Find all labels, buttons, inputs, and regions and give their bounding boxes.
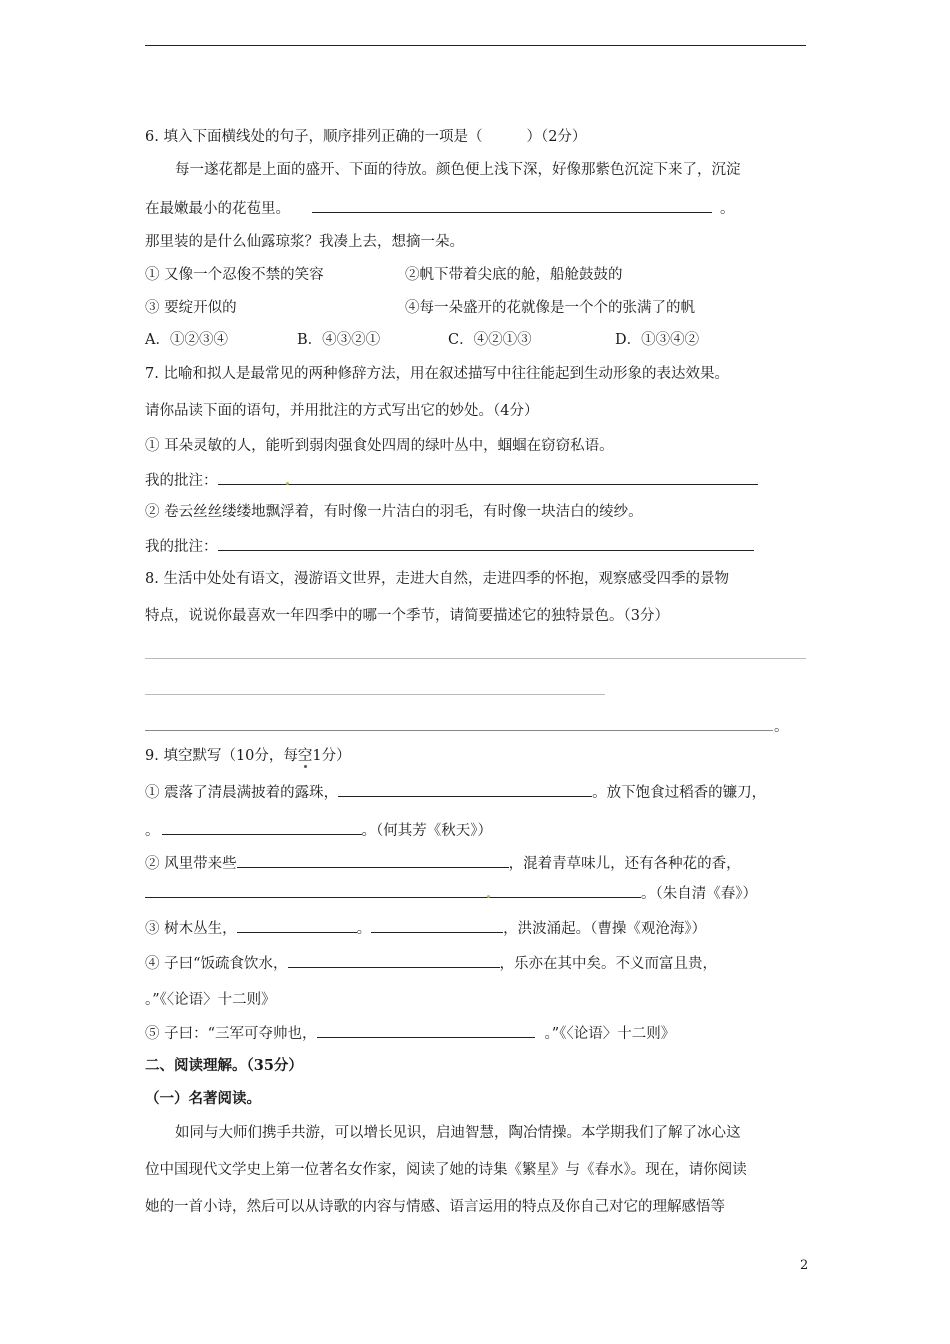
q6-para2: 在最嫩最小的花苞里。 。 xyxy=(145,198,735,219)
q8-stem-2: 特点，说说你最喜欢一年四季中的哪一个季节，请简要描述它的独特景色。（3分） xyxy=(145,608,669,624)
q8-end-mark: 。 xyxy=(774,719,789,735)
section-2-title: 二、阅读理解。（35分） xyxy=(145,1057,303,1074)
q6-para1: 每一遂花都是上面的盛开、下面的待放。颜色便上浅下深，好像那紫色沉淀下来了，沉淀 xyxy=(175,162,741,178)
q8-answer-line-3[interactable] xyxy=(145,730,773,731)
q7-note-2: 我的批注： xyxy=(145,536,754,557)
q6-para3: 那里装的是什么仙露琼浆？我凑上去，想摘一朵。 xyxy=(145,234,464,250)
emphasis-dot xyxy=(304,765,307,768)
q6-option-1: ① 又像一个忍俊不禁的笑容 xyxy=(145,267,324,283)
q9-blank-4[interactable] xyxy=(145,883,641,898)
q7-note-1-blank[interactable] xyxy=(218,470,758,485)
section-2-subtitle: （一）名著阅读。 xyxy=(145,1090,261,1107)
q6-choice-c[interactable]: C．④②①③ xyxy=(448,332,532,348)
q7-note-2-blank[interactable] xyxy=(218,536,754,551)
q9-blank-6[interactable] xyxy=(371,918,503,933)
q9-line-7: 。”《〈论语〉十二则》 xyxy=(145,992,276,1008)
q7-note-1: 我的批注： xyxy=(145,470,758,491)
q6-option-2: ②帆下带着尖底的舱，船舱鼓鼓的 xyxy=(405,267,623,283)
q9-blank-7[interactable] xyxy=(288,953,500,968)
page-number: 2 xyxy=(800,1258,809,1273)
section-2-para-1: 如同与大师们携手共游，可以增长见识，启迪智慧，陶冶情操。本学期我们了解了冰心这 xyxy=(175,1125,741,1141)
q9-stem: 9. 填空默写（10分，每空1分） xyxy=(145,748,351,764)
q9-blank-1[interactable] xyxy=(338,782,592,797)
q9-blank-3[interactable] xyxy=(237,853,509,868)
q9-blank-2[interactable] xyxy=(162,820,362,835)
q6-option-3: ③ 要绽开似的 xyxy=(145,300,237,316)
q9-line-3: ② 风里带来些 ，混着青草味儿，还有各种花的香， xyxy=(145,853,741,874)
q6-choice-b[interactable]: B．④③②① xyxy=(297,332,381,348)
q6-option-4: ④每一朵盛开的花就像是一个个的张满了的帆 xyxy=(405,300,695,316)
q9-line-1: ① 震落了清晨满披着的露珠， 。放下饱食过稻香的镰刀， xyxy=(145,782,766,803)
q6-choice-d[interactable]: D．①③④② xyxy=(615,332,700,348)
q7-sentence-2: ② 卷云丝丝缕缕地飘浮着，有时像一片洁白的羽毛，有时像一块洁白的绫纱。 xyxy=(145,504,643,520)
scan-speck xyxy=(487,895,490,898)
q8-answer-line-2[interactable] xyxy=(145,694,605,695)
header-rule xyxy=(145,45,806,46)
q9-line-6: ④ 子曰“饭疏食饮水， ，乐亦在其中矣。不义而富且贵， xyxy=(145,953,717,974)
q8-stem-1: 8. 生活中处处有语文，漫游语文世界，走进大自然，走进四季的怀抱，观察感受四季的景物 xyxy=(145,571,729,587)
q9-line-2: 。 。（何其芳《秋天》） xyxy=(145,820,492,841)
section-2-para-2: 位中国现代文学史上第一位著名女作家，阅读了她的诗集《繁星》与《春水》。现在，请你阅读 xyxy=(145,1162,747,1178)
q7-sentence-1: ① 耳朵灵敏的人，能听到弱肉强食处四周的绿叶丛中，蝈蝈在窃窃私语。 xyxy=(145,438,614,454)
q9-blank-5[interactable] xyxy=(237,918,357,933)
scan-speck xyxy=(286,482,289,485)
q6-stem: 6. 填入下面横线处的句子，顺序排列正确的一项是（ ）（2分） xyxy=(145,129,587,145)
q9-blank-8[interactable] xyxy=(317,1023,535,1038)
q7-stem-1: 7. 比喻和拟人是最常见的两种修辞方法，用在叙述描写中往往能起到生动形象的表达效果。 xyxy=(145,366,729,382)
section-2-para-3: 她的一首小诗，然后可以从诗歌的内容与情感、语言运用的特点及你自己对它的理解感悟等 xyxy=(145,1199,725,1215)
q9-line-8: ⑤ 子曰：“三军可夺帅也， 。”《〈论语〉十二则》 xyxy=(145,1023,675,1044)
q7-stem-2: 请你品读下面的语句，并用批注的方式写出它的妙处。（4分） xyxy=(145,403,539,419)
q6-choice-a[interactable]: A．①②③④ xyxy=(145,332,228,348)
q9-line-4: 。（朱自清《春》） xyxy=(145,883,757,904)
q6-fill-blank[interactable] xyxy=(312,198,712,213)
q9-line-5: ③ 树木丛生， 。 ，洪波涌起。（曹操《观沧海》） xyxy=(145,918,706,939)
q8-answer-line-1[interactable] xyxy=(145,658,806,659)
